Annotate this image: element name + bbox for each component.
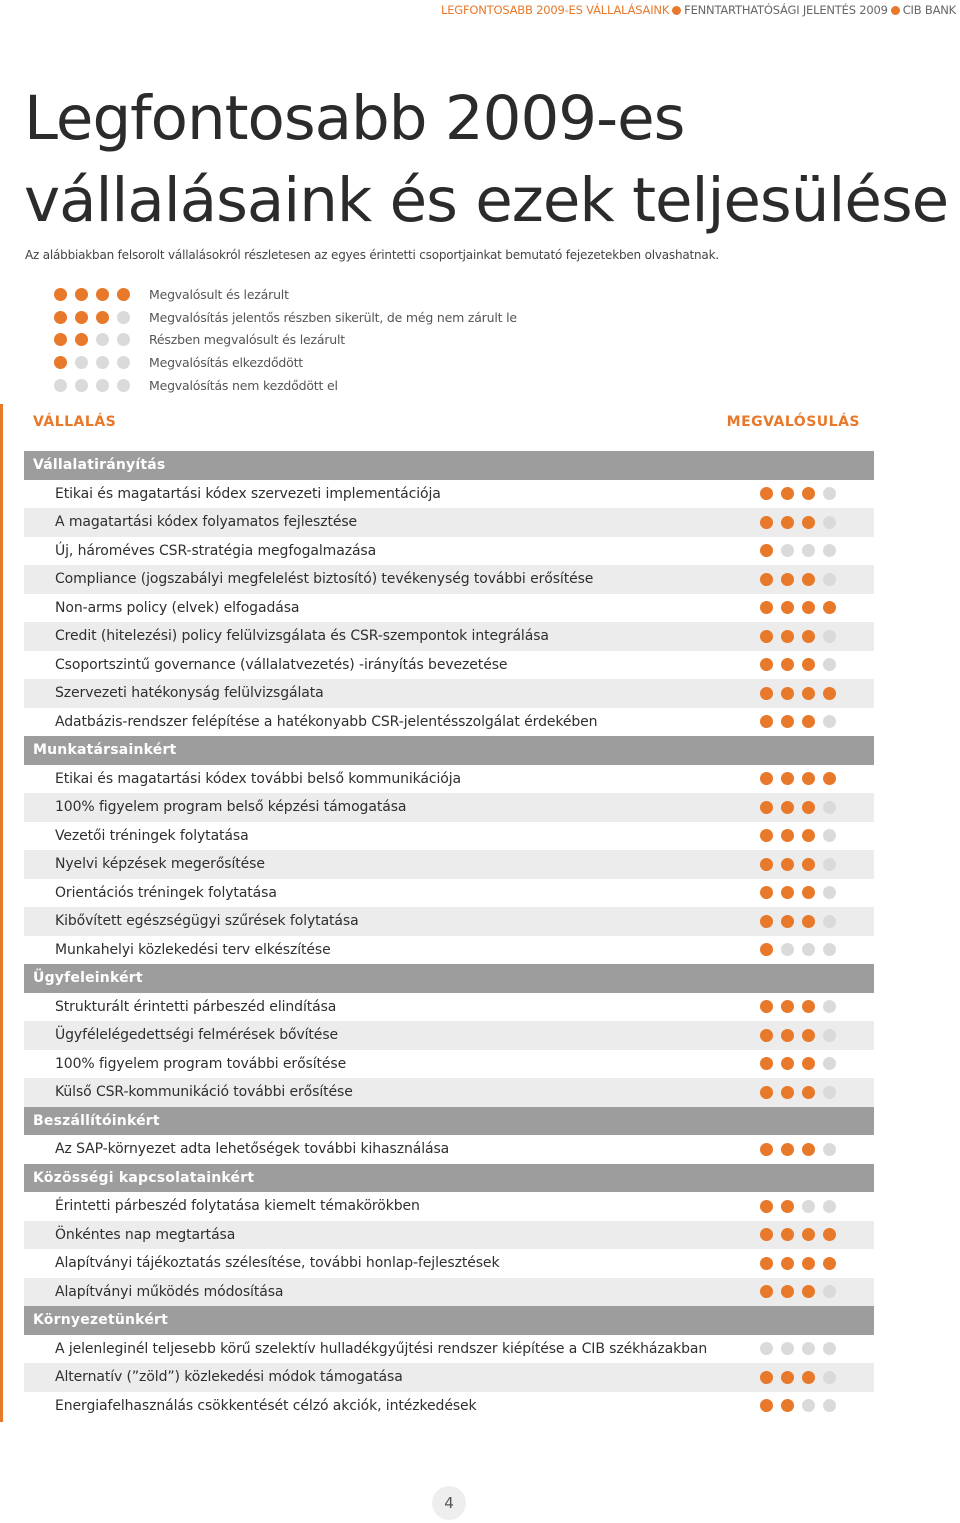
filled-dot-icon bbox=[802, 630, 815, 643]
table-row bbox=[24, 793, 874, 822]
filled-dot-icon bbox=[760, 1285, 773, 1298]
legend-label: Megvalósítás nem kezdődött el bbox=[149, 377, 338, 393]
commitment-text: Orientációs tréningek folytatása bbox=[55, 884, 277, 901]
section-header: Munkatársainkért bbox=[24, 736, 874, 765]
legend-rating-dots bbox=[54, 333, 149, 346]
filled-dot-icon bbox=[802, 1000, 815, 1013]
filled-dot-icon bbox=[781, 516, 794, 529]
table-row bbox=[24, 708, 874, 737]
empty-dot-icon bbox=[54, 379, 67, 392]
empty-dot-icon bbox=[823, 1399, 836, 1412]
header-company: CIB BANK bbox=[902, 3, 956, 17]
empty-dot-icon bbox=[802, 1399, 815, 1412]
filled-dot-icon bbox=[760, 687, 773, 700]
filled-dot-icon bbox=[760, 1057, 773, 1070]
filled-dot-icon bbox=[781, 1029, 794, 1042]
commitment-text: Etikai és magatartási kódex szervezeti implementációja bbox=[55, 485, 441, 502]
table-row bbox=[24, 679, 874, 708]
filled-dot-icon bbox=[760, 943, 773, 956]
filled-dot-icon bbox=[781, 1086, 794, 1099]
empty-dot-icon bbox=[823, 1285, 836, 1298]
column-header-realization: MEGVALÓSULÁS bbox=[726, 414, 860, 430]
legend bbox=[54, 283, 517, 396]
filled-dot-icon bbox=[781, 658, 794, 671]
filled-dot-icon bbox=[760, 658, 773, 671]
filled-dot-icon bbox=[823, 772, 836, 785]
filled-dot-icon bbox=[802, 487, 815, 500]
empty-dot-icon bbox=[96, 356, 109, 369]
filled-dot-icon bbox=[760, 487, 773, 500]
legend-rating-dots bbox=[54, 311, 149, 324]
filled-dot-icon bbox=[760, 573, 773, 586]
empty-dot-icon bbox=[823, 886, 836, 899]
filled-dot-icon bbox=[802, 1257, 815, 1270]
header-report-title: FENNTARTHATÓSÁGI JELENTÉS 2009 bbox=[684, 3, 888, 17]
empty-dot-icon bbox=[117, 333, 130, 346]
realization-rating-dots bbox=[760, 715, 836, 728]
filled-dot-icon bbox=[760, 915, 773, 928]
commitment-text: A magatartási kódex folyamatos fejlesztése bbox=[55, 514, 358, 531]
commitment-text: Alapítványi működés módosítása bbox=[55, 1283, 284, 1300]
empty-dot-icon bbox=[823, 715, 836, 728]
filled-dot-icon bbox=[760, 544, 773, 557]
filled-dot-icon bbox=[760, 630, 773, 643]
commitment-text: 100% figyelem program belső képzési támogatása bbox=[55, 799, 407, 816]
commitment-text: Szervezeti hatékonyság felülvizsgálata bbox=[55, 685, 324, 702]
filled-dot-icon bbox=[760, 1000, 773, 1013]
left-accent-bar bbox=[0, 404, 3, 1422]
commitment-text: Önkéntes nap megtartása bbox=[55, 1226, 236, 1243]
empty-dot-icon bbox=[781, 943, 794, 956]
empty-dot-icon bbox=[117, 379, 130, 392]
legend-item bbox=[54, 351, 517, 374]
table-row bbox=[24, 565, 874, 594]
legend-label: Megvalósítás jelentős részben sikerült, de még nem zárult le bbox=[149, 309, 517, 325]
filled-dot-icon bbox=[760, 1029, 773, 1042]
empty-dot-icon bbox=[823, 943, 836, 956]
filled-dot-icon bbox=[96, 288, 109, 301]
page-title-line-2: vállalásaink és ezek teljesülése bbox=[24, 165, 949, 236]
filled-dot-icon bbox=[781, 915, 794, 928]
filled-dot-icon bbox=[802, 1029, 815, 1042]
filled-dot-icon bbox=[781, 601, 794, 614]
legend-rating-dots bbox=[54, 379, 149, 392]
filled-dot-icon bbox=[781, 1228, 794, 1241]
realization-rating-dots bbox=[760, 1257, 836, 1270]
filled-dot-icon bbox=[781, 829, 794, 842]
legend-rating-dots bbox=[54, 288, 149, 301]
empty-dot-icon bbox=[823, 1200, 836, 1213]
table-row bbox=[24, 765, 874, 794]
section-header: Vállalatirányítás bbox=[24, 451, 874, 480]
empty-dot-icon bbox=[823, 858, 836, 871]
page-number: 4 bbox=[432, 1486, 466, 1520]
commitment-text: Compliance (jogszabályi megfelelést biztosító) tevékenység további erősítése bbox=[55, 571, 594, 588]
filled-dot-icon bbox=[75, 333, 88, 346]
realization-rating-dots bbox=[760, 1285, 836, 1298]
empty-dot-icon bbox=[823, 829, 836, 842]
commitment-text: Strukturált érintetti párbeszéd elindítása bbox=[55, 998, 337, 1015]
realization-rating-dots bbox=[760, 858, 836, 871]
filled-dot-icon bbox=[760, 1200, 773, 1213]
filled-dot-icon bbox=[802, 1285, 815, 1298]
realization-rating-dots bbox=[760, 943, 836, 956]
filled-dot-icon bbox=[823, 601, 836, 614]
table-row bbox=[24, 480, 874, 509]
realization-rating-dots bbox=[760, 1000, 836, 1013]
realization-rating-dots bbox=[760, 544, 836, 557]
table-row bbox=[24, 1050, 874, 1079]
section-header: Közösségi kapcsolatainkért bbox=[24, 1164, 874, 1193]
commitment-text: Külső CSR-kommunikáció további erősítése bbox=[55, 1084, 353, 1101]
legend-label: Megvalósítás elkezdődött bbox=[149, 354, 303, 370]
realization-rating-dots bbox=[760, 772, 836, 785]
filled-dot-icon bbox=[781, 1143, 794, 1156]
empty-dot-icon bbox=[75, 356, 88, 369]
table-row bbox=[24, 1392, 874, 1421]
filled-dot-icon bbox=[781, 772, 794, 785]
filled-dot-icon bbox=[760, 1143, 773, 1156]
empty-dot-icon bbox=[802, 1200, 815, 1213]
filled-dot-icon bbox=[781, 801, 794, 814]
table-row bbox=[24, 1335, 874, 1364]
commitment-text: Nyelvi képzések megerősítése bbox=[55, 856, 265, 873]
filled-dot-icon bbox=[781, 687, 794, 700]
realization-rating-dots bbox=[760, 915, 836, 928]
realization-rating-dots bbox=[760, 829, 836, 842]
commitment-text: 100% figyelem program további erősítése bbox=[55, 1055, 347, 1072]
legend-item bbox=[54, 283, 517, 306]
empty-dot-icon bbox=[823, 516, 836, 529]
empty-dot-icon bbox=[823, 573, 836, 586]
filled-dot-icon bbox=[802, 801, 815, 814]
table-row bbox=[24, 993, 874, 1022]
realization-rating-dots bbox=[760, 1029, 836, 1042]
empty-dot-icon bbox=[823, 915, 836, 928]
filled-dot-icon bbox=[802, 1228, 815, 1241]
filled-dot-icon bbox=[802, 601, 815, 614]
filled-dot-icon bbox=[760, 801, 773, 814]
table-row bbox=[24, 1249, 874, 1278]
commitment-text: Alapítványi tájékoztatás szélesítése, további honlap-fejlesztések bbox=[55, 1255, 500, 1272]
table-row bbox=[24, 594, 874, 623]
filled-dot-icon bbox=[760, 772, 773, 785]
filled-dot-icon bbox=[781, 1000, 794, 1013]
realization-rating-dots bbox=[760, 801, 836, 814]
filled-dot-icon bbox=[54, 311, 67, 324]
filled-dot-icon bbox=[802, 915, 815, 928]
realization-rating-dots bbox=[760, 516, 836, 529]
filled-dot-icon bbox=[760, 1086, 773, 1099]
realization-rating-dots bbox=[760, 630, 836, 643]
filled-dot-icon bbox=[781, 1200, 794, 1213]
filled-dot-icon bbox=[760, 1228, 773, 1241]
section-header: Környezetünkért bbox=[24, 1306, 874, 1335]
filled-dot-icon bbox=[781, 858, 794, 871]
filled-dot-icon bbox=[781, 1285, 794, 1298]
commitments-table bbox=[24, 451, 874, 1420]
empty-dot-icon bbox=[823, 1371, 836, 1384]
realization-rating-dots bbox=[760, 1057, 836, 1070]
commitment-text: Munkahelyi közlekedési terv elkészítése bbox=[55, 941, 331, 958]
table-row bbox=[24, 622, 874, 651]
filled-dot-icon bbox=[760, 1371, 773, 1384]
filled-dot-icon bbox=[802, 687, 815, 700]
empty-dot-icon bbox=[117, 356, 130, 369]
header-bullet-icon bbox=[672, 6, 681, 15]
intro-text: Az alábbiakban felsorolt vállalásokról részletesen az egyes érintetti csoportjainkat bemutató fejezetekben olvashatnak. bbox=[25, 248, 719, 262]
empty-dot-icon bbox=[802, 943, 815, 956]
filled-dot-icon bbox=[117, 288, 130, 301]
filled-dot-icon bbox=[802, 1371, 815, 1384]
empty-dot-icon bbox=[823, 1143, 836, 1156]
table-row bbox=[24, 1363, 874, 1392]
commitment-text: Kibővített egészségügyi szűrések folytatása bbox=[55, 913, 359, 930]
filled-dot-icon bbox=[760, 601, 773, 614]
page-title bbox=[24, 78, 948, 242]
empty-dot-icon bbox=[760, 1342, 773, 1355]
realization-rating-dots bbox=[760, 1371, 836, 1384]
section-header: Ügyfeleinkért bbox=[24, 964, 874, 993]
realization-rating-dots bbox=[760, 487, 836, 500]
commitment-text: Credit (hitelezési) policy felülvizsgálata és CSR-szempontok integrálása bbox=[55, 628, 549, 645]
empty-dot-icon bbox=[823, 801, 836, 814]
empty-dot-icon bbox=[802, 1342, 815, 1355]
commitment-text: A jelenleginél teljesebb körű szelektív hulladékgyűjtési rendszer kiépítése a CIB székházakban bbox=[55, 1340, 708, 1357]
commitment-text: Non-arms policy (elvek) elfogadása bbox=[55, 599, 300, 616]
filled-dot-icon bbox=[802, 1086, 815, 1099]
filled-dot-icon bbox=[54, 333, 67, 346]
legend-label: Részben megvalósult és lezárult bbox=[149, 332, 345, 348]
header-section-title: LEGFONTOSABB 2009-ES VÁLLALÁSAINK bbox=[440, 3, 670, 17]
commitment-text: Energiafelhasználás csökkentését célzó akciók, intézkedések bbox=[55, 1397, 477, 1414]
empty-dot-icon bbox=[781, 1342, 794, 1355]
filled-dot-icon bbox=[75, 288, 88, 301]
legend-label: Megvalósult és lezárult bbox=[149, 286, 289, 302]
empty-dot-icon bbox=[823, 1029, 836, 1042]
realization-rating-dots bbox=[760, 1200, 836, 1213]
filled-dot-icon bbox=[760, 829, 773, 842]
realization-rating-dots bbox=[760, 1399, 836, 1412]
realization-rating-dots bbox=[760, 1143, 836, 1156]
header-bullet-icon bbox=[891, 6, 900, 15]
commitment-text: Etikai és magatartási kódex további belső kommunikációja bbox=[55, 770, 462, 787]
filled-dot-icon bbox=[781, 1399, 794, 1412]
table-row bbox=[24, 508, 874, 537]
table-row bbox=[24, 1278, 874, 1307]
filled-dot-icon bbox=[96, 311, 109, 324]
filled-dot-icon bbox=[760, 858, 773, 871]
table-row bbox=[24, 1192, 874, 1221]
empty-dot-icon bbox=[823, 487, 836, 500]
filled-dot-icon bbox=[802, 573, 815, 586]
table-row bbox=[24, 1021, 874, 1050]
empty-dot-icon bbox=[823, 658, 836, 671]
filled-dot-icon bbox=[802, 772, 815, 785]
table-row bbox=[24, 936, 874, 965]
filled-dot-icon bbox=[781, 487, 794, 500]
filled-dot-icon bbox=[802, 658, 815, 671]
filled-dot-icon bbox=[802, 858, 815, 871]
filled-dot-icon bbox=[760, 1399, 773, 1412]
commitment-text: Érintetti párbeszéd folytatása kiemelt témakörökben bbox=[55, 1198, 420, 1215]
commitment-text: Alternatív (”zöld”) közlekedési módok támogatása bbox=[55, 1369, 403, 1386]
filled-dot-icon bbox=[75, 311, 88, 324]
filled-dot-icon bbox=[54, 356, 67, 369]
table-row bbox=[24, 1078, 874, 1107]
commitment-text: Ügyfélelégedettségi felmérések bővítése bbox=[55, 1027, 339, 1044]
table-row bbox=[24, 1221, 874, 1250]
filled-dot-icon bbox=[823, 1228, 836, 1241]
realization-rating-dots bbox=[760, 1342, 836, 1355]
table-row bbox=[24, 822, 874, 851]
section-header: Beszállítóinkért bbox=[24, 1107, 874, 1136]
filled-dot-icon bbox=[802, 715, 815, 728]
page-title-line-1: Legfontosabb 2009-es bbox=[24, 83, 685, 154]
column-header-commitment: VÁLLALÁS bbox=[33, 414, 117, 430]
empty-dot-icon bbox=[802, 544, 815, 557]
realization-rating-dots bbox=[760, 886, 836, 899]
empty-dot-icon bbox=[823, 544, 836, 557]
filled-dot-icon bbox=[781, 1371, 794, 1384]
table-row bbox=[24, 907, 874, 936]
legend-item bbox=[54, 328, 517, 351]
commitment-text: Vezetői tréningek folytatása bbox=[55, 827, 249, 844]
realization-rating-dots bbox=[760, 573, 836, 586]
filled-dot-icon bbox=[781, 1057, 794, 1070]
filled-dot-icon bbox=[760, 1257, 773, 1270]
filled-dot-icon bbox=[802, 516, 815, 529]
realization-rating-dots bbox=[760, 601, 836, 614]
realization-rating-dots bbox=[760, 687, 836, 700]
legend-item bbox=[54, 306, 517, 329]
empty-dot-icon bbox=[75, 379, 88, 392]
filled-dot-icon bbox=[781, 886, 794, 899]
filled-dot-icon bbox=[760, 886, 773, 899]
empty-dot-icon bbox=[781, 544, 794, 557]
filled-dot-icon bbox=[802, 1143, 815, 1156]
filled-dot-icon bbox=[54, 288, 67, 301]
filled-dot-icon bbox=[823, 687, 836, 700]
filled-dot-icon bbox=[781, 630, 794, 643]
realization-rating-dots bbox=[760, 658, 836, 671]
empty-dot-icon bbox=[823, 1086, 836, 1099]
filled-dot-icon bbox=[760, 715, 773, 728]
running-header bbox=[441, 3, 956, 17]
table-row bbox=[24, 1135, 874, 1164]
legend-rating-dots bbox=[54, 356, 149, 369]
realization-rating-dots bbox=[760, 1228, 836, 1241]
empty-dot-icon bbox=[823, 630, 836, 643]
filled-dot-icon bbox=[781, 573, 794, 586]
filled-dot-icon bbox=[802, 1057, 815, 1070]
commitment-text: Új, hároméves CSR-stratégia megfogalmazása bbox=[55, 542, 377, 559]
commitment-text: Adatbázis-rendszer felépítése a hatékonyabb CSR-jelentésszolgálat érdekében bbox=[55, 713, 598, 730]
filled-dot-icon bbox=[781, 715, 794, 728]
filled-dot-icon bbox=[781, 1257, 794, 1270]
empty-dot-icon bbox=[117, 311, 130, 324]
table-row bbox=[24, 651, 874, 680]
empty-dot-icon bbox=[823, 1342, 836, 1355]
filled-dot-icon bbox=[802, 886, 815, 899]
table-row bbox=[24, 537, 874, 566]
legend-item bbox=[54, 374, 517, 397]
filled-dot-icon bbox=[760, 516, 773, 529]
commitment-text: Csoportszintű governance (vállalatvezetés) -irányítás bevezetése bbox=[55, 656, 508, 673]
empty-dot-icon bbox=[823, 1057, 836, 1070]
filled-dot-icon bbox=[823, 1257, 836, 1270]
table-row bbox=[24, 850, 874, 879]
realization-rating-dots bbox=[760, 1086, 836, 1099]
empty-dot-icon bbox=[823, 1000, 836, 1013]
table-row bbox=[24, 879, 874, 908]
commitment-text: Az SAP-környezet adta lehetőségek további kihasználása bbox=[55, 1141, 450, 1158]
empty-dot-icon bbox=[96, 333, 109, 346]
empty-dot-icon bbox=[96, 379, 109, 392]
filled-dot-icon bbox=[802, 829, 815, 842]
